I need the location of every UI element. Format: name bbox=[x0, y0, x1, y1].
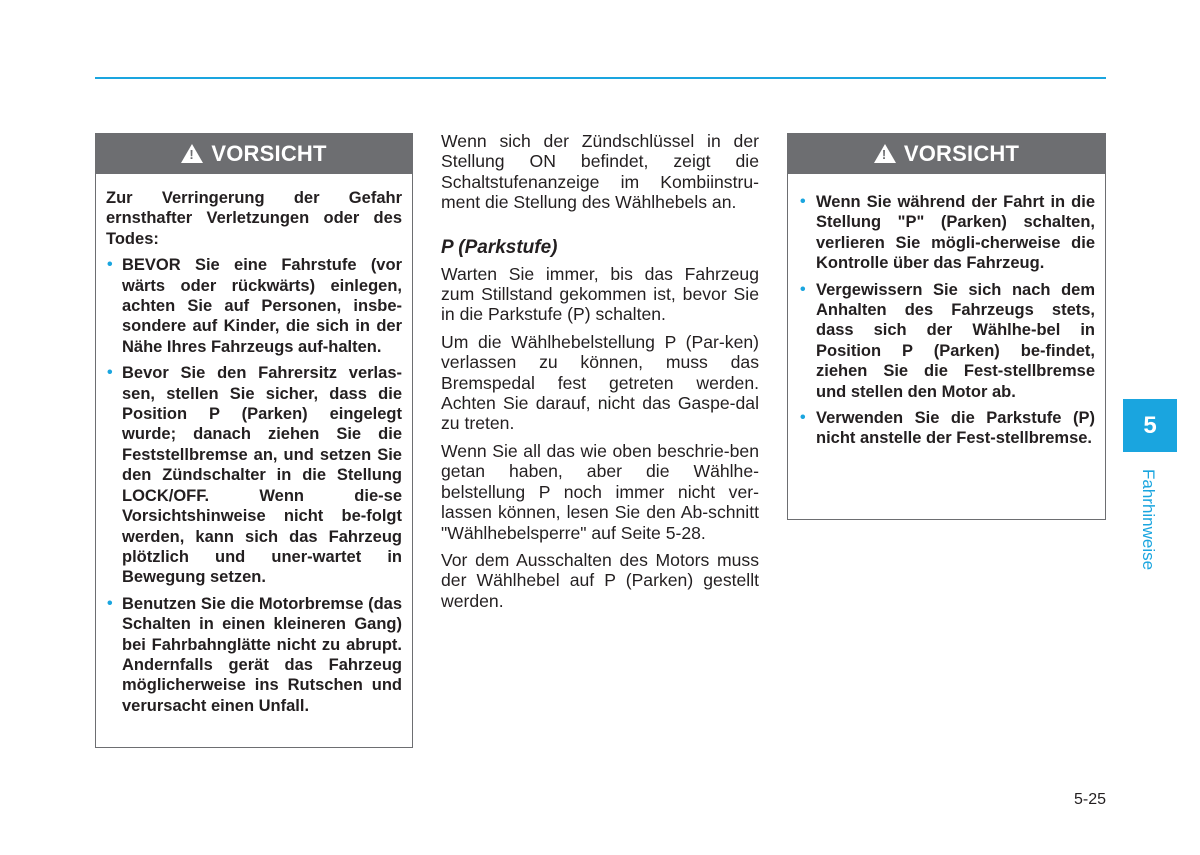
warning-triangle-icon bbox=[181, 144, 203, 163]
warning-triangle-icon bbox=[874, 144, 896, 163]
bullet-icon: • bbox=[107, 364, 113, 382]
left-warning-body bbox=[96, 174, 412, 716]
left-warning-box bbox=[95, 133, 413, 748]
bullet-icon: • bbox=[107, 256, 113, 274]
list-item: • Wenn Sie während der Fahrt in die Stellung "P" (Parken) schalten, verlieren Sie mögli-cherweise die Kontrolle über das Fahrzeug. bbox=[800, 193, 1095, 273]
section-heading: P (Parkstufe) bbox=[441, 236, 558, 258]
page-number: 5-25 bbox=[1073, 791, 1106, 808]
bullet-icon: • bbox=[800, 409, 806, 427]
right-warning-body bbox=[788, 174, 1105, 449]
intro-paragraph: Wenn sich der Zündschlüssel in der Stellung ON befindet, zeigt die Schaltstufenanzeige im Kombiinstru-ment die Stellung des Wählhebels an. bbox=[441, 131, 759, 213]
body-paragraph: Wenn Sie all das wie oben beschrie-ben getan haben, aber die Wählhe-belstellung P noch immer nicht ver-lassen können, lesen Sie den Ab-schnitt "Wählhebelsperre" auf Seite 5-28. bbox=[441, 440, 759, 543]
body-paragraph: Vor dem Ausschalten des Motors muss der Wählhebel auf P (Parken) gestellt werden. bbox=[441, 549, 759, 611]
chapter-title: Fahrhinweise bbox=[1139, 469, 1158, 571]
bullet-icon: • bbox=[800, 193, 806, 210]
list-item: • Vergewissern Sie sich nach dem Anhalten des Fahrzeugs stets, dass sich der Wählhe-bel in Position P (Parken) be-findet, ziehen Sie die Fest-stellbremse und stellen den Motor ab. bbox=[800, 280, 1095, 401]
middle-column bbox=[441, 131, 759, 618]
left-warning-intro: Zur Verringerung der Gefahr ernsthafter Verletzungen oder des Todes: bbox=[106, 189, 402, 248]
right-warning-box bbox=[787, 133, 1106, 520]
bullet-icon: • bbox=[800, 280, 806, 298]
header-rule bbox=[95, 77, 1106, 79]
chapter-tab: 5 bbox=[1123, 399, 1177, 452]
left-warning-list bbox=[106, 255, 402, 716]
chapter-label bbox=[1132, 460, 1164, 580]
body-paragraph: Um die Wählhebelstellung P (Par-ken) verlassen zu können, muss das Bremspedal fest getreten werden. Achten Sie darauf, nicht das Gaspe-dal zu treten. bbox=[441, 331, 759, 434]
list-item: • Verwenden Sie die Parkstufe (P) nicht anstelle der Fest-stellbremse. bbox=[800, 409, 1095, 448]
list-item: • BEVOR Sie eine Fahrstufe (vor wärts oder rückwärts) einlegen, achten Sie auf Personen, insbe-sondere auf Kinder, die sich in der Nähe Ihres Fahrzeugs auf-halten. bbox=[107, 256, 402, 356]
list-item: • Bevor Sie den Fahrersitz verlas-sen, stellen Sie sicher, dass die Position P (Parken) eingelegt wurde; danach ziehen Sie die Feststellbremse an, und setzen Sie den Zündschalter in die Stellung LOCK/OFF. Wenn die-se Vorsichtshinweise nicht be-folgt werden, kann sich das Fahrzeug plötzlich und uner-wartet in Bewegung setzen. bbox=[107, 364, 402, 587]
bullet-icon: • bbox=[107, 594, 113, 612]
list-item: • Benutzen Sie die Motorbremse (das Schalten in einen kleineren Gang) bei Fahrbahnglätte nicht zu abrupt. Andernfalls gerät das Fahrzeug möglicherweise ins Rutschen und verursacht einen Unfall. bbox=[107, 594, 402, 715]
right-warning-header bbox=[788, 134, 1105, 174]
right-warning-list bbox=[799, 192, 1095, 449]
right-warning-title: VORSICHT bbox=[903, 141, 1020, 166]
left-warning-header bbox=[96, 134, 412, 174]
left-warning-title: VORSICHT bbox=[211, 141, 327, 166]
body-paragraph: Warten Sie immer, bis das Fahrzeug zum Stillstand gekommen ist, bevor Sie in die Parkstufe (P) schalten. bbox=[441, 263, 759, 325]
